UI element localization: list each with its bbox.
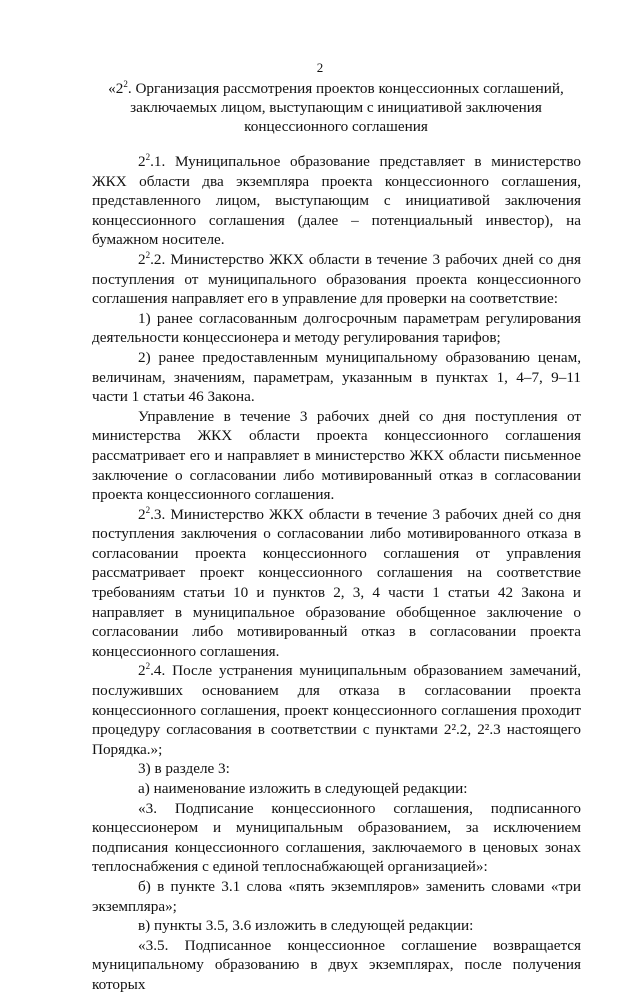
paragraph-text: в) пункты 3.5, 3.6 изложить в следующей редакции: bbox=[138, 917, 474, 935]
paragraph-text: 3) в разделе 3: bbox=[138, 760, 230, 778]
paragraph-number: 2 bbox=[138, 250, 146, 268]
page-number: 2 bbox=[316, 60, 324, 75]
paragraph-number: 2 bbox=[138, 662, 146, 680]
paragraph-number: 2 bbox=[138, 153, 146, 170]
paragraph-number: 2 bbox=[138, 505, 146, 523]
paragraph-text: 1) ранее согласованным долгосрочным параметрам регулирования деятельности концессионера и методу регулирования тарифов; bbox=[92, 309, 581, 347]
document-body bbox=[92, 152, 581, 995]
paragraph-text: .3. Министерство ЖКХ области в течение 3 рабочих дней со дня поступления заключения о согласовании либо мотивированного отказа в согласовании проекта концессионного соглашения от управления рассматривает проект концессионного соглашения на соответствие требованиям статьи 10 и пунктов 2, 3, 4 части 1 статьи 42 Закона и направляет в муниципальное образование обобщенное заключение о согласовании либо мотивированный отказ в согласовании проекта концессионного соглашения. bbox=[92, 505, 581, 660]
paragraph-text: .4. После устранения муниципальным образованием замечаний, послуживших основанием для отказа в согласовании проекта концессионного соглашения, проект концессионного соглашения проходит процедуру согласования в соответствии с пунктами 2².2, 2².3 настоящего Порядка.»; bbox=[92, 662, 581, 758]
paragraph bbox=[92, 505, 581, 662]
paragraph-text: .1. Муниципальное образование представляет в министерство ЖКХ области два экземпляра проекта концессионного соглашения, представленного лицом, выступающим с инициативой заключения концессионного соглашения (далее – потенциальный инвестор), на бумажном носителе. bbox=[92, 153, 581, 249]
paragraph bbox=[92, 348, 581, 407]
heading-text: . Организация рассмотрения проектов концессионных соглашений, заключаемых лицом, выступающим с инициативой заключения концессионного соглашения bbox=[127, 80, 564, 135]
paragraph bbox=[92, 309, 581, 348]
paragraph bbox=[92, 661, 581, 759]
paragraph bbox=[92, 799, 581, 877]
paragraph-text: Управление в течение 3 рабочих дней со дня поступления от министерства ЖКХ области проекта концессионного соглашения рассматривает его и направляет в министерство ЖКХ области письменное заключение о согласовании либо мотивированный отказ в согласовании проекта концессионного соглашения. bbox=[92, 407, 581, 504]
paragraph bbox=[92, 779, 581, 799]
paragraph bbox=[92, 250, 581, 309]
paragraph-number-superscript: 2 bbox=[145, 249, 151, 260]
heading-prefix: «2 bbox=[108, 80, 124, 97]
paragraph-number-superscript: 2 bbox=[145, 152, 151, 162]
paragraph-text: «3.5. Подписанное концессионное соглашение возвращается муниципальному образованию в двух экземплярах, после получения которых bbox=[92, 936, 581, 993]
heading-superscript: 2 bbox=[123, 79, 128, 89]
paragraph-text: б) в пункте 3.1 слова «пять экземпляров» заменить словами «три экземпляра»; bbox=[92, 877, 581, 915]
paragraph-text: «3. Подписание концессионного соглашения, подписанного концессионером и муниципальным образованием, за исключением подписания концессионного соглашения, заключаемого в ценовых зонах теплоснабжения с единой теплоснабжающей организацией»: bbox=[92, 799, 581, 876]
paragraph-number-superscript: 2 bbox=[145, 504, 151, 515]
paragraph bbox=[92, 152, 581, 250]
paragraph bbox=[92, 759, 581, 779]
paragraph bbox=[92, 877, 581, 916]
paragraph bbox=[92, 407, 581, 505]
paragraph-text: а) наименование изложить в следующей редакции: bbox=[138, 780, 468, 797]
paragraph-text: 2) ранее предоставленным муниципальному образованию ценам, величинам, значениям, параметрам, указанным в пунктах 1, 4–7, 9–11 части 1 статьи 46 Закона. bbox=[92, 348, 581, 406]
section-heading bbox=[92, 79, 580, 136]
paragraph-number-superscript: 2 bbox=[145, 661, 151, 672]
paragraph bbox=[92, 916, 581, 936]
paragraph-text: .2. Министерство ЖКХ области в течение 3 рабочих дней со дня поступления от муниципального образования проекта концессионного соглашения направляет его в управление для проверки на соответствие: bbox=[92, 250, 581, 308]
paragraph bbox=[92, 936, 581, 995]
